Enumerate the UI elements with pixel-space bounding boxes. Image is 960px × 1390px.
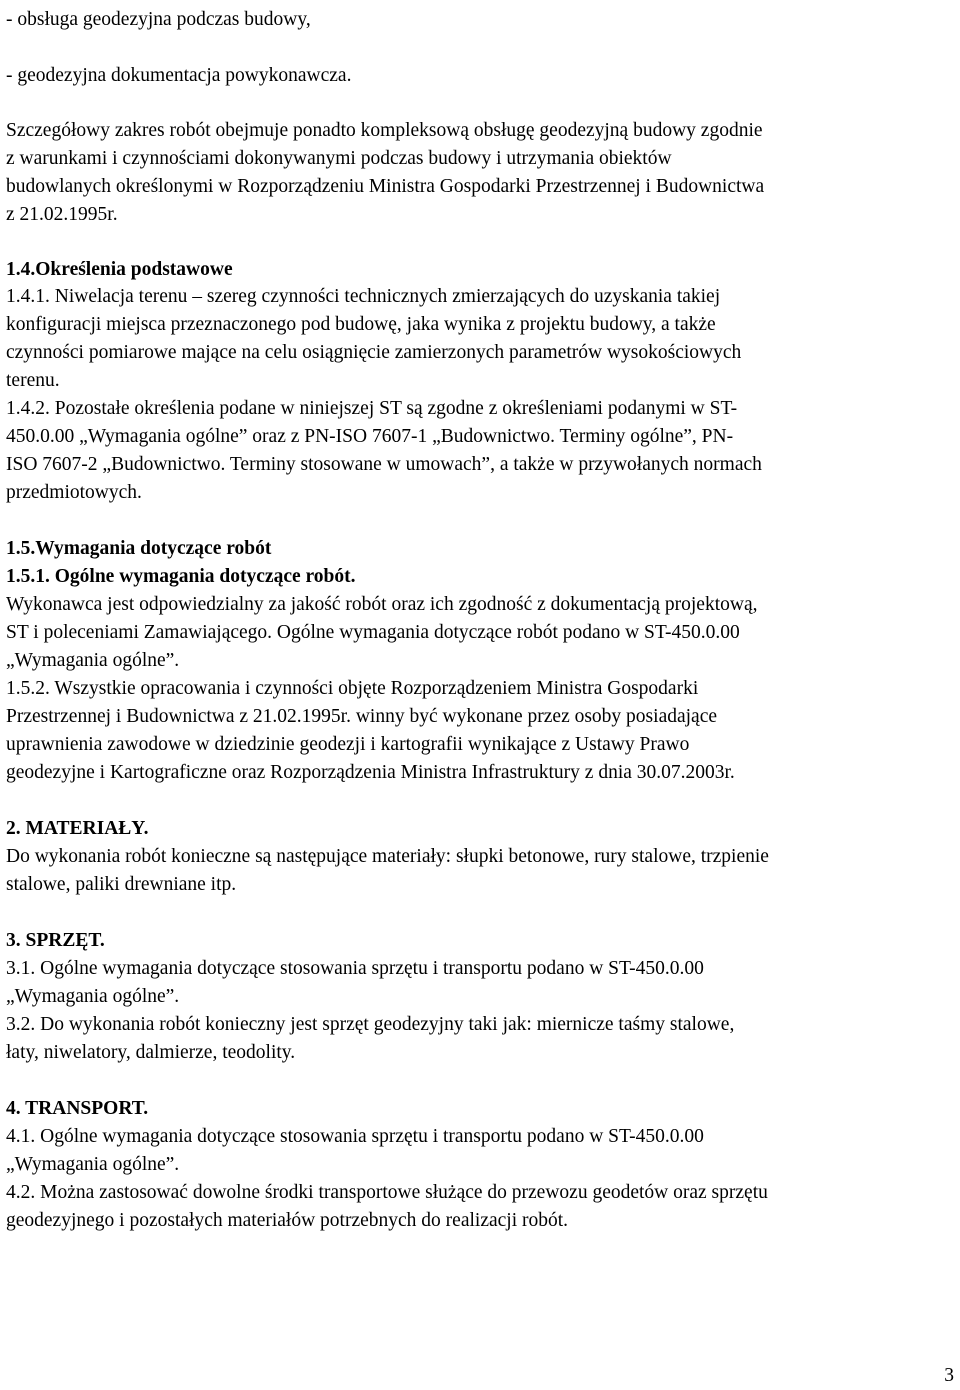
section-heading: 1.4.Określenia podstawowe — [6, 259, 233, 280]
text-line: łaty, niwelatory, dalmierze, teodolity. — [6, 1042, 296, 1063]
text-line: Szczegółowy zakres robót obejmuje ponadto kompleksową obsługę geodezyjną budowy zgodnie — [6, 120, 763, 141]
text-line: 3.2. Do wykonania robót konieczny jest sprzęt geodezyjny taki jak: miernicze taśmy stalowe, — [6, 1014, 735, 1035]
text-line: ISO 7607-2 „Budownictwo. Terminy stosowane w umowach”, a także w przywołanych normach — [6, 454, 762, 475]
text-line: geodezyjnego i pozostałych materiałów potrzebnych do realizacji robót. — [6, 1210, 569, 1231]
text-line: 1.4.1. Niwelacja terenu – szereg czynności technicznych zmierzających do uzyskania takiej — [6, 286, 721, 307]
text-line: 450.0.00 „Wymagania ogólne” oraz z PN-ISO 7607-1 „Budownictwo. Terminy ogólne”, PN- — [6, 426, 734, 447]
text-line: uprawnienia zawodowe w dziedzinie geodezji i kartografii wynikające z Ustawy Prawo — [6, 734, 690, 755]
section-heading: 1.5.Wymagania dotyczące robót — [6, 538, 272, 559]
text-line: „Wymagania ogólne”. — [6, 986, 180, 1007]
subsection-heading: 1.5.1. Ogólne wymagania dotyczące robót. — [6, 566, 356, 587]
text-line: terenu. — [6, 370, 60, 391]
text-line: „Wymagania ogólne”. — [6, 650, 180, 671]
text-line: 1.4.2. Pozostałe określenia podane w niniejszej ST są zgodne z określeniami podanymi w ST- — [6, 398, 738, 419]
text-line: konfiguracji miejsca przeznaczonego pod budowę, jaka wynika z projektu budowy, a także — [6, 314, 716, 335]
section-heading: 4. TRANSPORT. — [6, 1098, 149, 1119]
text-line: stalowe, paliki drewniane itp. — [6, 874, 237, 895]
section-heading: 2. MATERIAŁY. — [6, 818, 149, 839]
section-heading: 3. SPRZĘT. — [6, 930, 105, 951]
text-line: przedmiotowych. — [6, 482, 142, 503]
text-line: 4.2. Można zastosować dowolne środki transportowe służące do przewozu geodetów oraz sprzętu — [6, 1182, 768, 1203]
text-line: Przestrzennej i Budownictwa z 21.02.1995r. winny być wykonane przez osoby posiadające — [6, 706, 718, 727]
text-line: z 21.02.1995r. — [6, 204, 118, 225]
text-line: „Wymagania ogólne”. — [6, 1154, 180, 1175]
text-line: - obsługa geodezyjna podczas budowy, — [6, 9, 311, 30]
text-line: - geodezyjna dokumentacja powykonawcza. — [6, 65, 352, 86]
text-line: ST i poleceniami Zamawiającego. Ogólne wymagania dotyczące robót podano w ST-450.0.00 — [6, 622, 740, 643]
text-line: czynności pomiarowe mające na celu osiągnięcie zamierzonych parametrów wysokościowych — [6, 342, 742, 363]
text-line: 4.1. Ogólne wymagania dotyczące stosowania sprzętu i transportu podano w ST-450.0.00 — [6, 1126, 704, 1147]
text-line: budowlanych określonymi w Rozporządzeniu Ministra Gospodarki Przestrzennej i Budownictwa — [6, 176, 765, 197]
text-line: 1.5.2. Wszystkie opracowania i czynności objęte Rozporządzeniem Ministra Gospodarki — [6, 678, 699, 699]
page-number: 3 — [944, 1365, 954, 1386]
text-line: geodezyjne i Kartograficzne oraz Rozporządzenia Ministra Infrastruktury z dnia 30.07.2003r. — [6, 762, 735, 783]
text-line: Do wykonania robót konieczne są następujące materiały: słupki betonowe, rury stalowe, trzpienie — [6, 846, 769, 867]
text-line: 3.1. Ogólne wymagania dotyczące stosowania sprzętu i transportu podano w ST-450.0.00 — [6, 958, 704, 979]
text-line: Wykonawca jest odpowiedzialny za jakość robót oraz ich zgodność z dokumentacją projektową, — [6, 594, 758, 615]
text-line: z warunkami i czynnościami dokonywanymi podczas budowy i utrzymania obiektów — [6, 148, 672, 169]
